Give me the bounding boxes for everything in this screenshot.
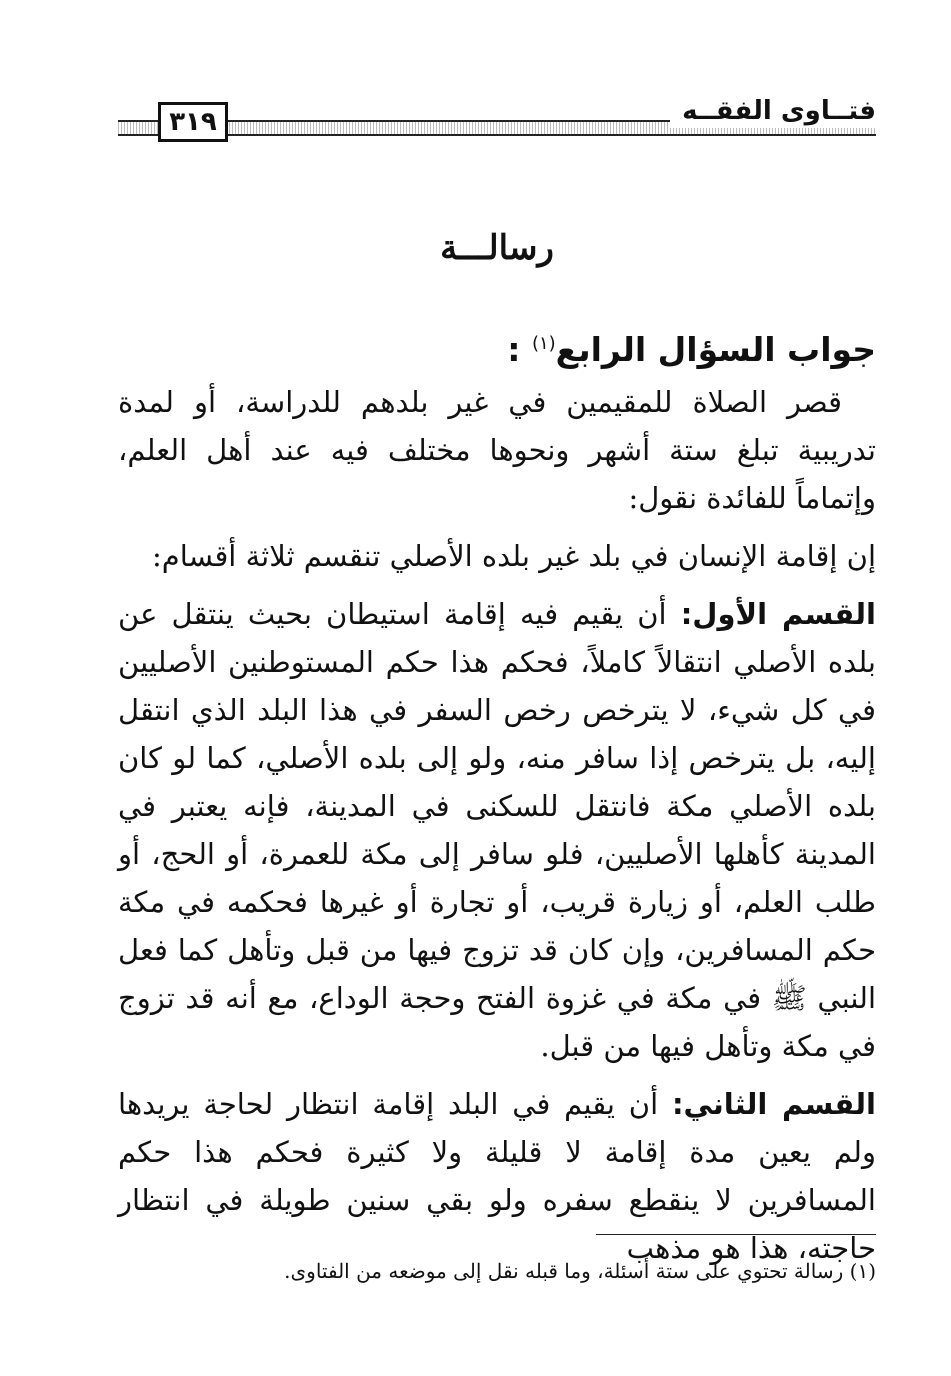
intro-paragraph: قصر الصلاة للمقيمين في غير بلدهم للدراسة، أو لمدة تدريبية تبلغ ستة أشهر ونحوها مختلف فيه عند أهل العلم، وإتماماً للفائدة نقول:: [118, 385, 876, 515]
footnote-rule: [596, 1234, 876, 1235]
first-section-lead: القسم الأول:: [680, 597, 876, 631]
section-title: رسالـــة: [440, 228, 554, 268]
question-title: [118, 316, 876, 378]
division-paragraph: إن إقامة الإنسان في بلد غير بلده الأصلي تنقسم ثلاثة أقسام:: [152, 539, 876, 573]
running-title: فتــاوى الفقــه: [670, 94, 876, 128]
page-number: ٣١٩: [158, 102, 228, 142]
footnote: [118, 1256, 876, 1286]
footnote-text: رسالة تحتوي على ستة أسئلة، وما قبله نقل إلى موضعه من الفتاوى.: [284, 1259, 844, 1283]
second-section-lead: القسم الثاني:: [671, 1087, 876, 1121]
second-section-text: أن يقيم في البلد إقامة انتظار لحاجة يريدها ولم يعين مدة إقامة لا قليلة ولا كثيرة فحكم هذا حكم المسافرين لا ينقطع سفره ولو بقي سنين طويلة في انتظار حاجته، هذا هو مذهب: [118, 1087, 876, 1265]
footnote-reference: (١): [531, 333, 556, 354]
question-title-colon: :: [507, 330, 521, 369]
page-content: [118, 220, 876, 1282]
first-section-text: أن يقيم فيه إقامة استيطان بحيث ينتقل عن بلده الأصلي انتقالاً كاملاً، فحكم هذا حكم المستوطنين الأصليين في كل شيء، لا يترخص رخص السفر في هذا البلد الذي انتقل إليه، بل يترخص إذا سافر منه، ولو إلى بلده الأصلي، كما لو كان بلده الأصلي مكة فانتقل للسكنى في المدينة، فإنه يعتبر في المدينة كأهلها الأصليين، فلو سافر إلى مكة للعمرة، أو الحج، أو طلب العلم، أو زيارة قريب، أو تجارة أو غيرها فحكمه في مكة حكم المسافرين، وإن كان قد تزوج فيها من قبل وتأهل كما فعل النبي ﷺ في مكة في غزوة الفتح وحجة الوداع، مع أنه قد تزوج في مكة وتأهل فيها من قبل.: [118, 597, 876, 1063]
question-title-text: جواب السؤال الرابع: [555, 330, 876, 369]
first-section-paragraph: [118, 590, 876, 1070]
running-header: [118, 92, 876, 144]
footnote-marker: (١): [849, 1259, 876, 1283]
second-section-paragraph: [118, 1080, 876, 1272]
